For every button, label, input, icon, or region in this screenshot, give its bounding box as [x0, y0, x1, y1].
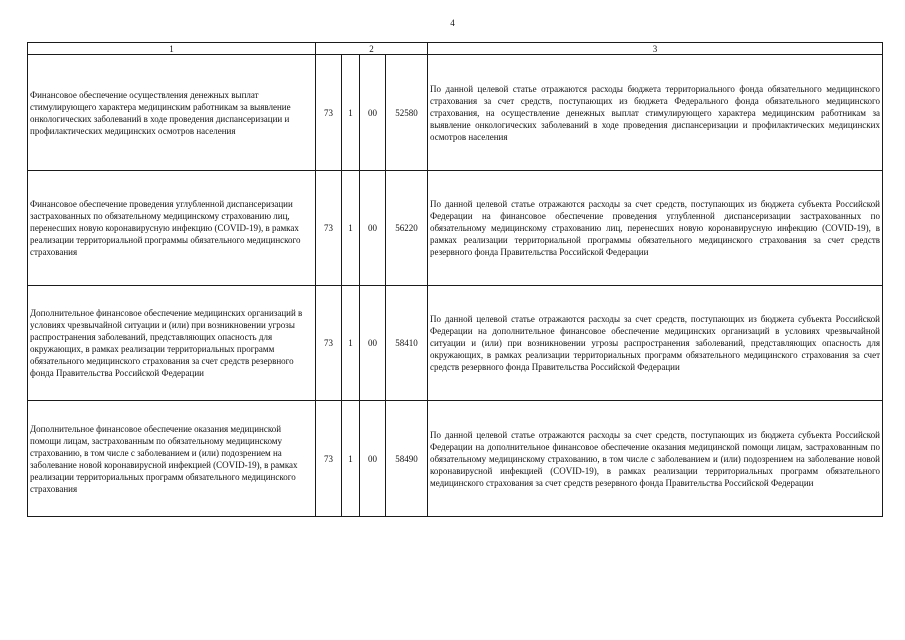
header-column-2: 2: [316, 43, 428, 55]
code-direction: 52580: [386, 55, 428, 171]
code-program: 73: [316, 286, 342, 401]
header-column-1: 1: [28, 43, 316, 55]
code-program: 73: [316, 401, 342, 517]
row-name: Дополнительное финансовое обеспечение медицинских организаций в условиях чрезвычайной ситуации и (или) при возникновении угрозы распространения заболеваний, представляющих опасность для окружающих, в рамках реализации территориальных программ обязательного медицинского страхования за счет средств резервного фонда Правительства Российской Федерации: [28, 286, 316, 401]
code-main-activity: 00: [360, 401, 386, 517]
code-direction: 58490: [386, 401, 428, 517]
row-description: По данной целевой статье отражаются расходы за счет средств, поступающих из бюджета субъекта Российской Федерации на дополнительное финансовое обеспечение оказания медицинской помощи лицам, застрахованным по обязательному медицинскому страхованию, в том числе с заболеванием и (или) подозрением на заболевание новой коронавирусной инфекцией (COVID-19), в рамках реализации территориальных программ обязательного медицинского страхования за счет средств резервного фонда Правительства Российской Федерации: [428, 401, 883, 517]
code-direction: 58410: [386, 286, 428, 401]
budget-classification-table: [27, 42, 883, 517]
code-main-activity: 00: [360, 55, 386, 171]
page-number: 4: [450, 18, 455, 28]
table-row: [28, 171, 883, 286]
row-name: Дополнительное финансовое обеспечение оказания медицинской помощи лицам, застрахованным по обязательному медицинскому страхованию, в том числе с заболеванием и (или) подозрением на заболевание новой коронавирусной инфекцией (COVID-19), в рамках реализации территориальных программ обязательного медицинского страхования: [28, 401, 316, 517]
code-program: 73: [316, 171, 342, 286]
row-description: По данной целевой статье отражаются расходы бюджета территориального фонда обязательного медицинского страхования за счет средств, поступающих из бюджета Федерального фонда обязательного медицинского страхования, на осуществление денежных выплат стимулирующего характера медицинским работникам за выявление онкологических заболеваний в ходе проведения диспансеризации и профилактических медицинских осмотров населения: [428, 55, 883, 171]
header-column-3: 3: [428, 43, 883, 55]
code-subprogram: 1: [342, 401, 360, 517]
table-row: [28, 401, 883, 517]
table-row: [28, 55, 883, 171]
code-direction: 56220: [386, 171, 428, 286]
row-name: Финансовое обеспечение осуществления денежных выплат стимулирующего характера медицинским работникам за выявление онкологических заболеваний в ходе проведения диспансеризации и профилактических медицинских осмотров населения: [28, 55, 316, 171]
table-row: [28, 286, 883, 401]
row-description: По данной целевой статье отражаются расходы за счет средств, поступающих из бюджета субъекта Российской Федерации на дополнительное финансовое обеспечение медицинских организаций в условиях чрезвычайной ситуации и (или) при возникновении угрозы распространения заболеваний, представляющих опасность для окружающих, в рамках реализации территориальных программ обязательного медицинского страхования за счет средств резервного фонда Правительства Российской Федерации: [428, 286, 883, 401]
table-header-row: [28, 43, 883, 55]
code-main-activity: 00: [360, 286, 386, 401]
row-name: Финансовое обеспечение проведения углубленной диспансеризации застрахованных по обязательному медицинскому страхованию лиц, перенесших новую коронавирусную инфекцию (COVID-19), в рамках реализации территориальной программы обязательного медицинского страхования: [28, 171, 316, 286]
code-program: 73: [316, 55, 342, 171]
code-subprogram: 1: [342, 286, 360, 401]
code-main-activity: 00: [360, 171, 386, 286]
code-subprogram: 1: [342, 171, 360, 286]
row-description: По данной целевой статье отражаются расходы за счет средств, поступающих из бюджета субъекта Российской Федерации на финансовое обеспечение проведения углубленной диспансеризации застрахованных по обязательному медицинскому страхованию лиц, перенесших новую коронавирусную инфекцию (COVID-19), в рамках реализации территориальной программы обязательного медицинского страхования за счет средств резервного фонда Правительства Российской Федерации: [428, 171, 883, 286]
code-subprogram: 1: [342, 55, 360, 171]
